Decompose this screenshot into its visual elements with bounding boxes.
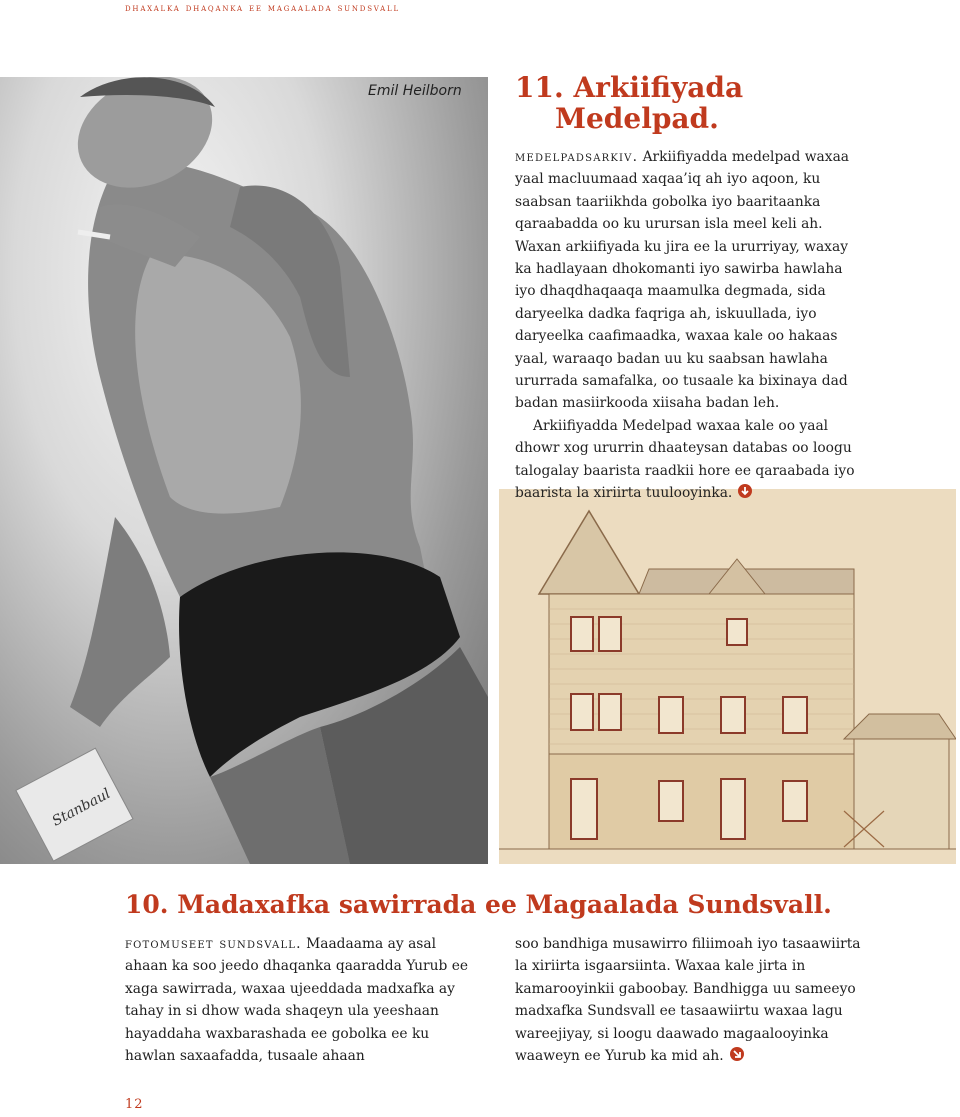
section-10-right-text: soo bandhiga musawirro filiimoah iyo tasaawiirta la xiriirta isgaarsiinta. Waxaa kale jirta in kamarooyinkii gaboobay. Bandhigga uu sameeyo madxafka Sundsvall ee tasaawiirtu waxaa lagu wareejiyay, si loogu daawado magaalooyinka waaweyn ee Yurub ka mid ah. <box>515 936 861 1065</box>
arrow-diagonal-icon <box>730 1047 744 1061</box>
section-10-left-text: Maadaama ay asal ahaan ka soo jeedo dhaqanka qaaradda Yurub ee xaga sawirrada, waxaa ujeeddada madxafka ay tahay in si dhow wada shaqeyn ula yeeshaan hayaddaha waxbarashada ee gobolka ee ku hawlan saxaafadda, tusaale ahaan <box>125 936 469 1065</box>
man-photo <box>0 77 488 864</box>
section-10-right-paragraph <box>515 933 875 1067</box>
section-11-paragraph-1-text: Arkiifiyadda medelpad waxaa yaal macluumaad xaqaa’iq ah iyo aqoon, ku saabsan taariikhda gobolka iyo baaritaanka qaraabadda oo ku urursan isla meel keli ah. Waxan arkiifiyada ku jira ee la ururriyay, waxay ka hadlayaan dhokomanti iyo sawirba hawlaha iyo dhaqdhaqaaqa maamulka degmada, sida daryeelka dadka faqriga ah, iskuullada, iyo daryeelka caafimaadka, waxaa kale oo hakaas yaal, waraaqo badan uu ku saabsan hawlaha ururrada samafalka, oo tusaale ka bixinaya dad badan masiirkooda xiisaha badan leh. <box>515 149 850 412</box>
photo-signature: Emil Heilborn <box>368 83 462 99</box>
section-10-lead: fotomuseet sundsvall. <box>125 936 302 952</box>
section-10-left-column <box>125 933 480 1067</box>
section-11-heading <box>515 72 915 134</box>
section-11-lead: medelpadsarkiv. <box>515 149 639 165</box>
section-11-heading-line1: 11. Arkiifiyada <box>515 71 744 104</box>
section-11-body <box>515 146 865 505</box>
page-number: 12 <box>125 1097 144 1112</box>
pack-label: Stanbaul <box>49 785 114 830</box>
section-11-paragraph-1 <box>515 146 865 415</box>
arrow-down-icon <box>738 484 752 498</box>
section-11-paragraph-2 <box>515 415 865 505</box>
section-11-paragraph-2-text: Arkiifiyadda Medelpad waxaa kale oo yaal dhowr xog ururrin dhaateysan databas oo loogu talogalay baarista raadkii hore ee qaraabada iyo baarista la xiriirta tuulooyinka. <box>515 417 855 502</box>
section-10-right-column <box>515 933 875 1067</box>
house-drawing <box>499 489 956 864</box>
running-header: dhaxalka dhaqanka ee magaalada sundsvall <box>125 2 400 14</box>
section-11-heading-line2: Medelpad. <box>555 102 719 135</box>
section-10-left-paragraph <box>125 933 480 1067</box>
section-10-heading: 10. Madaxafka sawirrada ee Magaalada Sundsvall. <box>125 890 832 919</box>
